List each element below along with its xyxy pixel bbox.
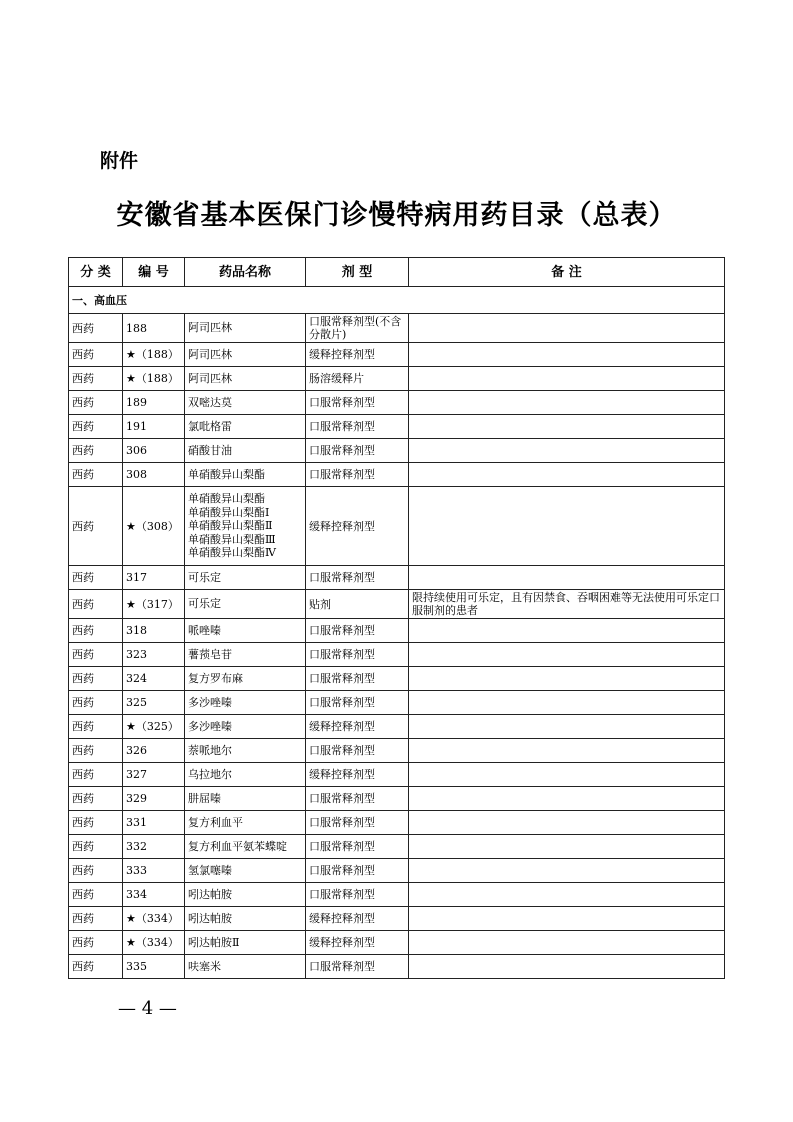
drug-name: 萘哌地尔 — [188, 743, 232, 757]
drug-name: 可乐定 — [188, 597, 221, 611]
code-cell: 188 — [123, 314, 185, 343]
note-cell — [409, 739, 725, 763]
drug-name-cell — [185, 691, 306, 715]
table-row — [69, 487, 725, 566]
table-row — [69, 787, 725, 811]
drug-name-cell — [185, 859, 306, 883]
category-cell: 西药 — [69, 739, 123, 763]
table-row — [69, 955, 725, 979]
drug-name: 单硝酸异山梨酯Ⅰ — [188, 505, 270, 519]
table-row — [69, 883, 725, 907]
drug-name: 单硝酸异山梨酯 — [188, 492, 265, 506]
drug-name: 乌拉地尔 — [188, 767, 232, 781]
drug-name: 肼屈嗪 — [188, 791, 221, 805]
table-row — [69, 415, 725, 439]
drug-catalog-table — [68, 257, 725, 979]
table-row — [69, 367, 725, 391]
category-cell: 西药 — [69, 691, 123, 715]
header-dosage-form: 剂 型 — [306, 258, 409, 287]
dosage-form-cell: 口服常释剂型 — [306, 391, 409, 415]
drug-name-cell — [185, 715, 306, 739]
category-cell: 西药 — [69, 859, 123, 883]
code-cell: ★（325） — [123, 715, 185, 739]
drug-name-cell — [185, 487, 306, 566]
dosage-form-cell: 口服常释剂型 — [306, 811, 409, 835]
category-cell: 西药 — [69, 835, 123, 859]
code-cell: 333 — [123, 859, 185, 883]
drug-name: 复方利血平 — [188, 815, 243, 829]
code-cell: ★（188） — [123, 343, 185, 367]
dosage-form-cell: 缓释控释剂型 — [306, 931, 409, 955]
code-cell: 318 — [123, 619, 185, 643]
table-row — [69, 763, 725, 787]
drug-name-cell — [185, 787, 306, 811]
code-cell: 308 — [123, 463, 185, 487]
code-cell: ★（334） — [123, 931, 185, 955]
drug-name-cell — [185, 439, 306, 463]
table-row — [69, 391, 725, 415]
header-drug-name: 药品名称 — [185, 258, 306, 287]
document-title: 安徽省基本医保门诊慢特病用药目录（总表） — [116, 200, 677, 231]
dosage-form-cell: 口服常释剂型 — [306, 667, 409, 691]
drug-name: 单硝酸异山梨酯Ⅲ — [188, 532, 276, 546]
code-cell: 329 — [123, 787, 185, 811]
code-cell: ★（334） — [123, 907, 185, 931]
category-cell: 西药 — [69, 590, 123, 619]
note-cell — [409, 883, 725, 907]
dosage-form-cell: 口服常释剂型 — [306, 439, 409, 463]
drug-name: 可乐定 — [188, 570, 221, 584]
table-row — [69, 463, 725, 487]
note-cell — [409, 811, 725, 835]
note-cell — [409, 715, 725, 739]
category-cell: 西药 — [69, 415, 123, 439]
table-row — [69, 590, 725, 619]
note-cell — [409, 439, 725, 463]
code-cell: 331 — [123, 811, 185, 835]
dosage-form-cell: 肠溶缓释片 — [306, 367, 409, 391]
drug-name-cell — [185, 314, 306, 343]
category-cell: 西药 — [69, 343, 123, 367]
drug-name-cell — [185, 643, 306, 667]
category-cell: 西药 — [69, 883, 123, 907]
table-row — [69, 739, 725, 763]
category-cell: 西药 — [69, 439, 123, 463]
dosage-form-cell: 口服常释剂型 — [306, 415, 409, 439]
drug-name: 硝酸甘油 — [188, 443, 232, 457]
table-row — [69, 439, 725, 463]
drug-name-cell — [185, 811, 306, 835]
code-cell: 327 — [123, 763, 185, 787]
dosage-form-cell: 口服常释剂型 — [306, 643, 409, 667]
drug-name-cell — [185, 883, 306, 907]
note-cell — [409, 343, 725, 367]
category-cell: 西药 — [69, 667, 123, 691]
drug-name: 呋塞米 — [188, 959, 221, 973]
note-cell — [409, 691, 725, 715]
note-cell — [409, 955, 725, 979]
header-code: 编 号 — [123, 258, 185, 287]
note-cell — [409, 566, 725, 590]
category-cell: 西药 — [69, 643, 123, 667]
dosage-form-cell: 口服常释剂型 — [306, 739, 409, 763]
code-cell: 334 — [123, 883, 185, 907]
drug-name: 吲达帕胺Ⅱ — [188, 935, 240, 949]
drug-name-cell — [185, 343, 306, 367]
drug-name-cell — [185, 367, 306, 391]
drug-name-cell — [185, 739, 306, 763]
drug-name: 复方利血平氨苯蝶啶 — [188, 839, 287, 853]
section-title: 一、高血压 — [69, 287, 725, 314]
table-row — [69, 931, 725, 955]
category-cell: 西药 — [69, 763, 123, 787]
category-cell: 西药 — [69, 907, 123, 931]
dosage-form-cell: 缓释控释剂型 — [306, 715, 409, 739]
dosage-form-cell: 缓释控释剂型 — [306, 763, 409, 787]
drug-name: 双嘧达莫 — [188, 395, 232, 409]
code-cell: 332 — [123, 835, 185, 859]
category-cell: 西药 — [69, 811, 123, 835]
dosage-form-cell: 口服常释剂型 — [306, 883, 409, 907]
table-header-row — [69, 258, 725, 287]
dosage-form-cell: 口服常释剂型 — [306, 619, 409, 643]
drug-name: 薯蓣皂苷 — [188, 647, 232, 661]
drug-name: 氢氯噻嗪 — [188, 863, 232, 877]
category-cell: 西药 — [69, 715, 123, 739]
table-row — [69, 314, 725, 343]
note-cell — [409, 367, 725, 391]
category-cell: 西药 — [69, 566, 123, 590]
dosage-form-cell: 口服常释剂型 — [306, 955, 409, 979]
drug-name-cell — [185, 590, 306, 619]
code-cell: 335 — [123, 955, 185, 979]
note-cell: 限持续使用可乐定，且有因禁食、吞咽困难等无法使用可乐定口服制剂的患者 — [409, 590, 725, 619]
note-cell — [409, 314, 725, 343]
note-cell — [409, 835, 725, 859]
drug-name-cell — [185, 667, 306, 691]
note-cell — [409, 415, 725, 439]
drug-name: 哌唑嗪 — [188, 623, 221, 637]
section-row — [69, 287, 725, 314]
drug-name: 单硝酸异山梨酯Ⅱ — [188, 519, 273, 533]
code-cell: 317 — [123, 566, 185, 590]
note-cell — [409, 859, 725, 883]
note-cell — [409, 643, 725, 667]
note-cell — [409, 763, 725, 787]
drug-name: 氯吡格雷 — [188, 419, 232, 433]
note-cell — [409, 487, 725, 566]
code-cell: 306 — [123, 439, 185, 463]
dosage-form-cell: 贴剂 — [306, 590, 409, 619]
table-row — [69, 667, 725, 691]
category-cell: 西药 — [69, 463, 123, 487]
code-cell: 191 — [123, 415, 185, 439]
note-cell — [409, 619, 725, 643]
dosage-form-cell: 口服常释剂型 — [306, 787, 409, 811]
category-cell: 西药 — [69, 931, 123, 955]
code-cell: ★（308） — [123, 487, 185, 566]
drug-name: 复方罗布麻 — [188, 671, 243, 685]
dosage-form-cell: 口服常释剂型 — [306, 566, 409, 590]
dosage-form-cell: 口服常释剂型 — [306, 691, 409, 715]
code-cell: 324 — [123, 667, 185, 691]
category-cell: 西药 — [69, 619, 123, 643]
header-note: 备 注 — [409, 258, 725, 287]
drug-name-cell — [185, 931, 306, 955]
category-cell: 西药 — [69, 391, 123, 415]
code-cell: 326 — [123, 739, 185, 763]
code-cell: 189 — [123, 391, 185, 415]
drug-name-cell — [185, 907, 306, 931]
drug-name: 阿司匹林 — [188, 347, 232, 361]
table-row — [69, 691, 725, 715]
table-row — [69, 811, 725, 835]
drug-name-cell — [185, 835, 306, 859]
dosage-form-cell: 缓释控释剂型 — [306, 487, 409, 566]
drug-name-cell — [185, 763, 306, 787]
page-number: — 4 — — [118, 998, 177, 1019]
drug-name-cell — [185, 391, 306, 415]
drug-name-cell — [185, 566, 306, 590]
drug-name: 多沙唑嗪 — [188, 695, 232, 709]
dosage-form-cell: 口服常释剂型(不含分散片) — [306, 314, 409, 343]
drug-name-cell — [185, 955, 306, 979]
code-cell: 325 — [123, 691, 185, 715]
table-row — [69, 643, 725, 667]
note-cell — [409, 391, 725, 415]
code-cell: ★（188） — [123, 367, 185, 391]
attachment-label: 附件 — [100, 150, 139, 172]
note-cell — [409, 787, 725, 811]
note-cell — [409, 463, 725, 487]
dosage-form-cell: 口服常释剂型 — [306, 859, 409, 883]
table-body — [69, 287, 725, 979]
code-cell: ★（317） — [123, 590, 185, 619]
table-row — [69, 619, 725, 643]
dosage-form-cell: 口服常释剂型 — [306, 835, 409, 859]
category-cell: 西药 — [69, 955, 123, 979]
drug-name: 吲达帕胺 — [188, 887, 232, 901]
header-category: 分 类 — [69, 258, 123, 287]
dosage-form-cell: 缓释控释剂型 — [306, 907, 409, 931]
drug-name: 单硝酸异山梨酯 — [188, 467, 265, 481]
drug-name: 多沙唑嗪 — [188, 719, 232, 733]
note-cell — [409, 931, 725, 955]
drug-name-cell — [185, 463, 306, 487]
drug-name: 阿司匹林 — [188, 371, 232, 385]
category-cell: 西药 — [69, 787, 123, 811]
table-row — [69, 343, 725, 367]
drug-name: 吲达帕胺 — [188, 911, 232, 925]
category-cell: 西药 — [69, 487, 123, 566]
note-cell — [409, 667, 725, 691]
table-row — [69, 566, 725, 590]
table-row — [69, 907, 725, 931]
dosage-form-cell: 口服常释剂型 — [306, 463, 409, 487]
table-row — [69, 715, 725, 739]
category-cell: 西药 — [69, 314, 123, 343]
code-cell: 323 — [123, 643, 185, 667]
note-cell — [409, 907, 725, 931]
drug-name-cell — [185, 415, 306, 439]
category-cell: 西药 — [69, 367, 123, 391]
table-row — [69, 835, 725, 859]
table-row — [69, 859, 725, 883]
dosage-form-cell: 缓释控释剂型 — [306, 343, 409, 367]
drug-name: 单硝酸异山梨酯Ⅳ — [188, 546, 276, 560]
drug-name-cell — [185, 619, 306, 643]
drug-name: 阿司匹林 — [188, 321, 232, 335]
